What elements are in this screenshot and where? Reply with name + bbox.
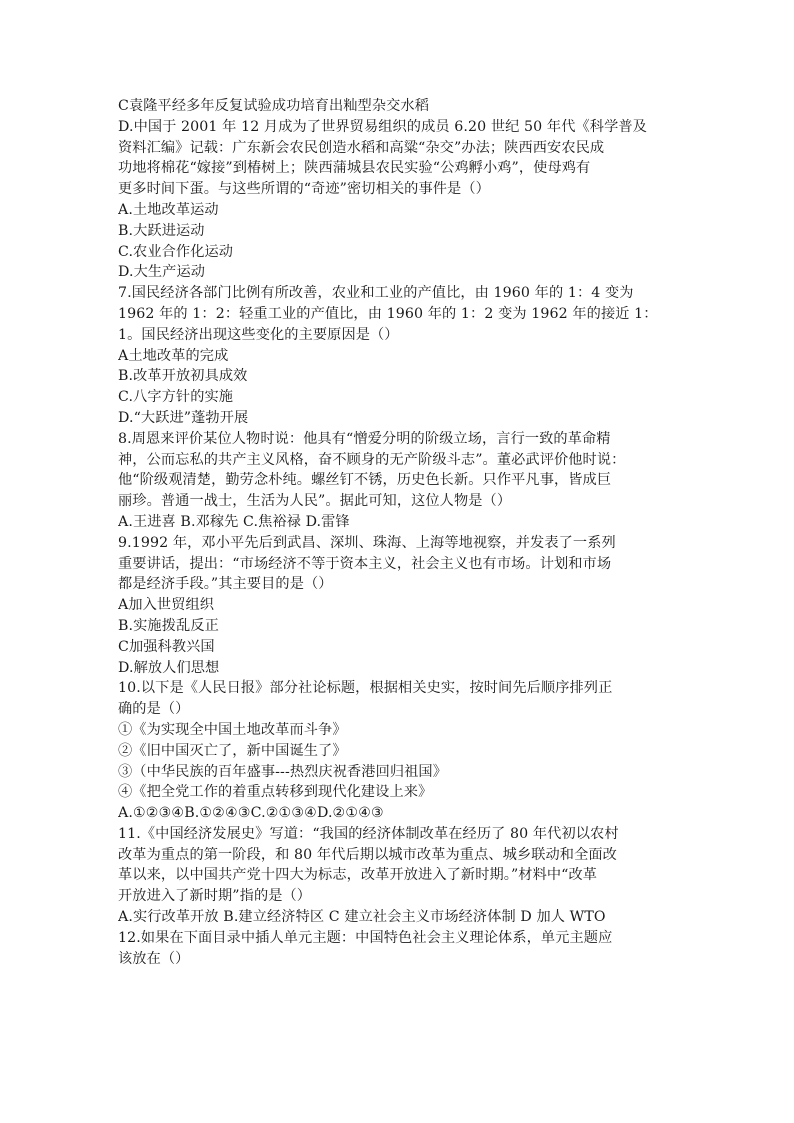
text-line: 开放进入了新时期”指的是（） xyxy=(118,888,312,905)
option-line: A加入世贸组织 xyxy=(118,597,215,614)
text-line: 更多时间下蛋。与这些所谓的“奇迹”密切相关的事件是（） xyxy=(118,181,490,198)
option-line: B.大跃进运动 xyxy=(118,222,205,239)
text-line: 1962 年的 1：2：轻重工业的产值比，由 1960 年的 1：2 变为 1962 年的接近 1： xyxy=(118,305,658,322)
option-line: C加强科教兴国 xyxy=(118,638,215,655)
text-line: 确的是（） xyxy=(118,701,190,718)
text-line: 1。国民经济出现这些变化的主要原因是（） xyxy=(118,326,399,343)
text-line: 都是经济手段。”其主要目的是（） xyxy=(118,576,333,593)
text-line: 改革为重点的第一阶段，和 80 年代后期以城市改革为重点、城乡联动和全面改 xyxy=(118,846,617,863)
text-line: 革以来，以中国共产党十四大为标志，改革开放进入了新时期。”材料中“改革 xyxy=(118,867,598,884)
question-7-line: 7.国民经济各部门比例有所改善，农业和工业的产值比，由 1960 年的 1：4 变为 xyxy=(118,285,634,302)
option-line: B.改革开放初具成效 xyxy=(118,368,248,385)
text-line: C袁隆平经多年反复试验成功培育出籼型杂交水稻 xyxy=(118,98,429,114)
question-10-line: 10.以下是《人民日报》部分社论标题，根据相关史实，按时间先后顺序排列正 xyxy=(118,680,613,697)
option-line: D.“大跃进”蓬勃开展 xyxy=(118,409,249,426)
text-line: 他“阶级观清楚，勤劳念朴纯。螺丝钉不锈，历史色长新。只作平凡事，皆成巨 xyxy=(118,472,612,489)
option-line: C.八字方针的实施 xyxy=(118,389,234,406)
list-item: ③（中华民族的百年盛事---热烈庆祝香港回归祖国》 xyxy=(118,763,448,780)
option-line: C.农业合作化运动 xyxy=(118,243,234,260)
option-line: A土地改革的完成 xyxy=(118,347,229,364)
option-line: A.实行改革开放 B.建立经济特区 C 建立社会主义市场经济体制 D 加人 WTO xyxy=(118,909,606,926)
text-line: 重要讲话，提出：“市场经济不等于资本主义，社会主义也有市场。计划和市场 xyxy=(118,555,612,572)
text-line: 资料汇编》记载：广东新会农民创造水稻和高粱“杂交”办法；陕西西安农民成 xyxy=(118,139,605,156)
option-line: D.解放人们思想 xyxy=(118,659,220,676)
option-line: B.实施拨乱反正 xyxy=(118,617,219,634)
list-item: ②《旧中国灭亡了，新中国诞生了》 xyxy=(118,742,347,759)
option-line: A.土地改革运动 xyxy=(118,201,219,218)
question-11-line: 11.《中国经济发展史》写道：“我国的经济体制改革在经历了 80 年代初以农村 xyxy=(118,825,619,842)
text-line: 神，公而忘私的共产主义风格，奋不顾身的无产阶级斗志”。董必武评价他时说： xyxy=(118,451,626,468)
option-line: A.王进喜 B.邓稼先 C.焦裕禄 D.雷锋 xyxy=(118,513,350,530)
question-8-line: 8.周恩来评价某位人物时说：他具有“憎爱分明的阶级立场，言行一致的革命精 xyxy=(118,430,611,447)
text-line: 该放在（） xyxy=(118,950,190,967)
document-page xyxy=(118,96,688,969)
text-line: 丽珍。普通一战士，生活为人民”。据此可知，这位人物是（） xyxy=(118,493,512,510)
question-9-line: 9.1992 年，邓小平先后到武昌、深圳、珠海、上海等地视察，并发表了一系列 xyxy=(118,534,616,551)
list-item: ①《为实现全中国土地改革而斗争》 xyxy=(118,721,347,738)
option-line: D.大生产运动 xyxy=(118,264,206,281)
text-line: 功地将棉花“嫁接”到椿树上；陕西蒲城县农民实验“公鸡孵小鸡”，使母鸡有 xyxy=(118,160,591,177)
option-line: A.①②③④B.①②④③C.②①③④D.②①④③ xyxy=(118,805,384,822)
list-item: ④《把全党工作的着重点转移到现代化建设上来》 xyxy=(118,784,433,801)
question-12-line: 12.如果在下面目录中插人单元主题：中国特色社会主义理论体系，单元主题应 xyxy=(118,929,613,946)
text-line: D.中国于 2001 年 12 月成为了世界贸易组织的成员 6.20 世纪 50 年代《科学普及 xyxy=(118,118,647,135)
